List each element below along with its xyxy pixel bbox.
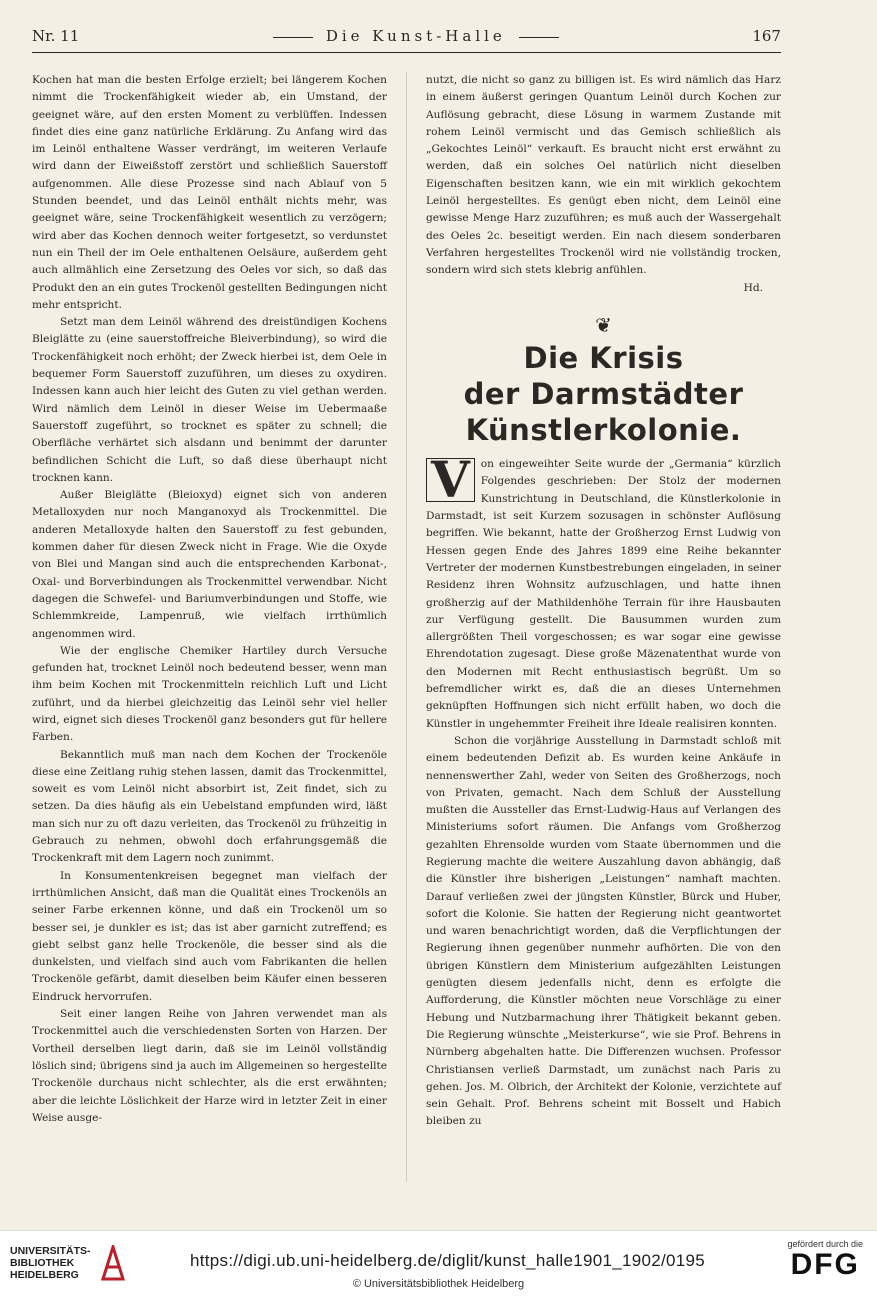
header-ornament-left xyxy=(273,37,313,38)
running-title-wrap xyxy=(265,27,567,45)
funding-note: gefördert durch die xyxy=(787,1239,863,1249)
library-name-line: HEIDELBERG xyxy=(10,1269,79,1281)
left-paragraph: Seit einer langen Reihe von Jahren verwendet man als Trockenmittel auch die verschiedensten Sorten von Harzen. Der Vortheil derselben liegt darin, daß sie im Leinöl vollständig löslich sind; übrigens sind ja auch im Allgemeinen so hergestellte Trockenöle durchaus nicht schlechter, als die erst erwähnten; aber die leichte Löslichkeit der Harze wird in letzter Zeit in einer Weise ausge- xyxy=(32,1008,387,1124)
article-title-line2: der Darmstädter Künstlerkolonie. xyxy=(463,377,744,448)
permalink-url[interactable]: https://digi.ub.uni-heidelberg.de/diglit/kunst_halle1901_1902/0195 xyxy=(190,1251,706,1270)
left-paragraph: Setzt man dem Leinöl während des dreistündigen Kochens Bleiglätte zu (eine sauerstoffreiche Bleiverbindung), so wird die Trockenfähigkeit noch erhöht; der Zweck hierbei ist, dem Oele in bequemer Form Sauerstoff zuzuführen, um dieses zu oxydiren. Indessen kann auch hier leicht des Guten zu viel gethan werden. Wird nämlich dem Leinöl in dieser Weise im Uebermaaße Sauerstoff zugeführt, so trocknet es später zu schnell; die Oberfläche verhärtet sich alsdann und benimmt der darunter befindlichen Schicht die Luft, so daß diese überhaupt nicht trocknen kann. xyxy=(32,316,387,484)
article-title xyxy=(426,340,781,448)
left-paragraph: Außer Bleiglätte (Bleioxyd) eignet sich von anderen Metalloxyden nur noch Manganoxyd als Trockenmittel. Die anderen Metalloxyde halten den Sauerstoff zu fest gebunden, kommen daher für diesen Zweck nicht in Frage. Wie die Oxyde von Blei und Mangan sind auch die entsprechenden Karbonat-, Oxal- und Borverbindungen als Trockenmittel verwendbar. Nicht dagegen die Schwefel- und Bariumverbindungen und Stoffe, wie Schlemmkreide, Lampenruß, wie vielfach irrthümlich angenommen wird. xyxy=(32,489,387,640)
running-title: Die Kunst-Halle xyxy=(325,27,506,45)
dfg-logo[interactable] xyxy=(787,1239,863,1281)
header-rule xyxy=(32,52,781,53)
library-logo[interactable] xyxy=(10,1245,127,1281)
left-paragraph: In Konsumentenkreisen begegnet man vielfach der irrthümlichen Ansicht, daß man die Qualität eines Trockenöls an seiner Farbe erkennen könne, und daß ein Trockenöl um so besser sei, je dunkler es ist; das ist aber garnicht zutreffend; es giebt selbst ganz helle Trockenöle, die besser sind als die dunkelsten, und vielfach sind auch vom Fabrikanten die hellen Trockenöle gefärbt, damit dieselben beim Käufer einen besseren Eindruck hervorrufen. xyxy=(32,869,387,1003)
left-paragraph: Wie der englische Chemiker Hartiley durch Versuche gefunden hat, trocknet Leinöl noch bedeutend besser, wenn man ihm beim Kochen mit Trockenmitteln reichlich Luft und Licht zuführt, und da hierbei gleichzeitig das Leinöl sehr viel heller wird, eignet sich dieses Trockenöl ganz besonders gut für hellere Farben. xyxy=(32,644,387,744)
right-column xyxy=(426,72,781,1131)
page-number: 167 xyxy=(752,27,781,45)
article-second-paragraph: Schon die vorjährige Ausstellung in Darmstadt schloß mit einem bedeutenden Defizit ab. Es wurden keine Ankäufe in nennenswerther Zahl, weder von Seiten des Großherzogs, noch von Privaten, gemacht. Nach dem Schluß der Ausstellung mußten die Aussteller das Ernst-Ludwig-Haus auf Verlangen des Ministeriums sofort räumen. Die Anfangs vom Großherzog gezahlten Ehrensolde wurden vom Staate übernommen und die Regierung machte die weitere Auszahlung davon abhängig, daß die Künstler ihre bisherigen „Leistungen“ namhaft machten. Darauf verließen zwei der jüngsten Künstler, Bürck und Huber, sofort die Kolonie. Sie hatten der Regierung nicht geantwortet und waren benachrichtigt worden, daß die Verpflichtungen der Regierung ihnen gegenüber nunmehr aufhörten. Die von den übrigen Künstlern dem Ministerium aufgezählten Leistungen genügten diesem jedenfalls nicht, denn es erfolgte die Aufforderung, die Künstler möchten neue Vorschläge zu einer Hebung und Nutzbarmachung ihrer Thätigkeit bekannt geben. Die Regierung wünschte „Meisterkurse“, wie sie Prof. Behrens in Nürnberg abgehalten hatte. Die Differenzen wuchsen. Professor Christiansen verließ Darmstadt, um zunächst nach Paris zu gehen. Jos. M. Olbrich, der Architekt der Kolonie, verzichtete auf sein Gehalt. Prof. Behrens scheint mit Bosselt und Habich bleiben zu xyxy=(426,734,781,1128)
left-paragraph: Bekanntlich muß man nach dem Kochen der Trockenöle diese eine Zeitlang ruhig stehen lassen, damit das Trockenmittel, soweit es vom Leinöl nicht absorbirt ist, Zeit findet, sich zu setzen. Da dies häufig als ein Uebelstand empfunden wird, läßt man sich nur zu oft dazu verleiten, das Trockenöl zu frühzeitig in Gebrauch zu nehmen, obwohl doch erfahrungsgemäß die Trockenkraft mit dem Lagern noch zunimmt. xyxy=(32,748,387,865)
left-paragraph: Kochen hat man die besten Erfolge erzielt; bei längerem Kochen nimmt die Trockenfähigkeit wieder ab, ein Umstand, der geeignet wäre, auf den ersten Moment zu verblüffen. Indessen findet dies eine ganz natürliche Erklärung. Zu Anfang wird das im Leinöl enthaltene Wasser verdrängt, im weiteren Verlaufe wird dann der Eiweißstoff zerstört und schließlich Sauerstoff aufgenommen. Alle diese Prozesse sind nach Ablauf von 5 Stunden beendet, und das Leinöl enthält nichts mehr, was geeignet wäre, seine Trockenfähigkeit wesentlich zu verzögern; wird aber das Kochen dennoch weiter fortgesetzt, so verdunstet nun ein Theil der im Oele enthaltenen Oelsäure, außerdem geht auch allmählich eine Zersetzung des Oeles vor sich, so daß das Produkt den an ein gutes Trockenöl gestellten Bedingungen nicht mehr entspricht. xyxy=(32,74,387,311)
copyright-notice: © Universitätsbibliothek Heidelberg xyxy=(352,1278,525,1290)
library-name xyxy=(10,1245,91,1281)
dfg-wordmark: DFG xyxy=(790,1248,860,1281)
library-name-line: UNIVERSITÄTS- xyxy=(10,1245,91,1257)
issue-number: Nr. 11 xyxy=(32,27,80,45)
column-divider xyxy=(406,72,407,1182)
article-first-paragraph xyxy=(426,450,781,733)
article-first-paragraph-text: on eingeweihter Seite wurde der „Germania“ kürzlich Folgendes geschrieben: Der Stolz der modernen Kunstrichtung in Deutschland, die Künstlerkolonie in Darmstadt, ist seit Kurzem sozusagen in schönster Auflösung begriffen. Wie bekannt, hatte der Großherzog Ernst Ludwig von Hessen gegen Ende des Jahres 1899 eine Reihe bekannter Vertreter der modernen Kunstbestrebungen eingeladen, in seiner Residenz ihren Wohnsitz aufzuschlagen, und hatte ihnen großherzig auf der Mathildenhöhe Terrain für ihre Hausbauten zur Verfügung gestellt. Die Bausummen wurden zum allergrößten Theil vorgeschossen; es war sogar eine gewisse Ehrendotation zugesagt. Diese große Mäzenatenthat wurde von den Modernen mit Recht enthusiastisch begrüßt. Um so befremdlicher wirkt es, daß die an dieses Unternehmen geknüpften Hoffnungen sich nicht erfüllt haben, wo doch die Künstler in ungehemmter Freiheit ihre Ideale realisiren konnten. xyxy=(426,458,781,730)
left-column xyxy=(32,72,387,1127)
library-emblem-icon xyxy=(99,1245,127,1281)
author-signature: Hd. xyxy=(743,281,763,294)
library-name-line: BIBLIOTHEK xyxy=(10,1257,75,1269)
ornament-icon: ❦ xyxy=(595,312,612,337)
page-header xyxy=(32,22,781,50)
header-ornament-right xyxy=(519,37,559,38)
footer-bar xyxy=(0,1230,877,1301)
right-intro-paragraph: nutzt, die nicht so ganz zu billigen ist. Es wird nämlich das Harz in einem äußerst geringen Quantum Leinöl durch Kochen zur Auflösung gebracht, diese Lösung in warmem Zustande mit rohem Leinöl vermischt und das Gemisch schließlich als „Gekochtes Leinöl“ verkauft. Es braucht nicht erst erwähnt zu werden, daß ein solches Oel natürlich nicht dieselben Eigenschaften besitzen kann, wie ein mit wirklich gekochtem Leinöl hergestelltes. Es genügt eben nicht, dem Leinöl eine gewisse Menge Harz zuzuführen; es muß auch der Wassergehalt des Oeles 2c. beseitigt werden. Ein nach diesem sonderbaren Verfahren hergestelltes Trockenöl wird nie vollständig trocken, sondern wird sich stets klebrig anfühlen. xyxy=(426,74,781,277)
article-title-line1: Die Krisis xyxy=(523,341,684,376)
drop-cap: V xyxy=(426,458,475,502)
